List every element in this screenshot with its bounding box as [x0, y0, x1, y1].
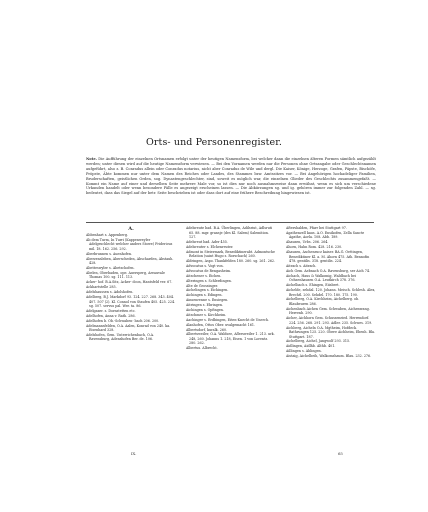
- register-entry: Aftershalden, Pfarr bei Stuttgart 97.: [286, 226, 347, 230]
- register-entry: Ahorn, Hahn Rom. 428. 216. 230.: [286, 245, 343, 250]
- register-entry: Aberzensleben, Aberscheden, Abscharden, Abstauh. 428.: [86, 256, 174, 266]
- register-entry: Adelhofen b. Ob.-Schwaben- bach 206. 200.: [86, 318, 160, 323]
- register-entry: Adelberg, B.J. Markdorf 93. 124. 227. 268. 343. 404. 407. 507 (2). Kl. Connol von Staufen 405. 425. 224. sg. 507. servus pal. Wer. ta. 86.: [86, 295, 176, 309]
- folio-left: IX.: [131, 451, 137, 456]
- note-text: Die Aufführung der einzelnen Ortsnamen erfolgt unter der heutigen Namensform, bei welcher dann die einzelnen älteren Formen sämtlich aufgezählt werden; unter diesen wird auf die heutige Namensform verwiesen. — Bei den Vornamen werden nur die Personen ohne Ortsangabe oder Geschlechtsnamen aufgeführt, also z. B. Conradus allein oder Conradus notarius, nicht aber Conradus de Wile und dergl. Die Kaiser, Könige, Herzoge, Grafen, Päpste, Bischöfe, Pröpste, Äbte kommen nur unter dem Namen des Reiches oder Landes, des Stammes bzw. Amtssitzes vor. — Bei Angehörigen hochadeliger Familien, Bruderschaften, geistlichen Orden, sog. Dynastengeschlechter, sind, soweit es möglich war, die einzelnen Glieder des Geschlechts zusammengefaßt. — Kommt ein Name auf einer und derselben Seite mehrere Male vor, so ist dies nur noch ausnahmsweise dann erwähnt, wenn es sich um verschiedene Urkunden handelt oder wenn besondere Fälle es angezeigt erscheinen lassen. — Die Abkürzungen sg. und ig. gehören immer zur folgenden Zahl. — sg. bedeutet, dass das Siegel auf der betr. Seite beschrieben ist oder dass dort auf eine frühere Beschreibung hingewiesen ist.: [86, 157, 376, 196]
- separator-rule: [86, 222, 374, 223]
- register-entry: Adelgazer. s. Dornstetten etc.: [86, 308, 136, 313]
- note-label: Note.: [86, 157, 97, 161]
- register-entry: Aichenbach Aichen Gem. Schwaben, Aichenwang. Herrenb. 290.: [286, 306, 370, 316]
- register-entry: Ackhartstelle 285.: [86, 285, 117, 290]
- register-entry: Aitschmer s. Kirchheim.: [186, 312, 227, 317]
- register-columns: [86, 226, 376, 436]
- register-entry: Aillingen s. Ahlingen.: [286, 349, 322, 354]
- register-entry: Aitschener s. Eichen.: [186, 273, 222, 278]
- register-entry: Alteringen s. Schlerdingen.: [186, 278, 232, 283]
- editorial-note: [86, 157, 376, 196]
- register-entry: Aberbrunnen s. Auenhofen.: [86, 251, 133, 256]
- register-entry: Admont in Steiermark, Benediktinerabt. Admontsche Relation (saint Hugo s. Rorschach) 260.: [186, 249, 276, 259]
- register-entry: Adelsreut bad. Ader 455.: [186, 239, 228, 244]
- register-column-3: [286, 226, 376, 436]
- register-entry: Ainsenrenne s. Ensiegen.: [186, 298, 229, 303]
- register-entry: Ahausen, Urbs. 206. 264.: [286, 240, 329, 245]
- section-letter: A.: [128, 226, 134, 232]
- register-entry: Abetteswyler s. Abetschofen.: [86, 266, 135, 271]
- register-entry: Aistaig, Aichelbeih, Walkomshaum. Blau. 232. 276.: [286, 354, 372, 359]
- register-entry: Albertsdorf, kuralk. 260.: [186, 327, 228, 332]
- register-entry: Adelshaussen s. Adolshofen.: [86, 290, 134, 295]
- page-title: Orts- und Personenregister.: [146, 137, 282, 148]
- register-entry: Aichelingen s. Eichingen.: [186, 288, 229, 293]
- folio-right: 65: [338, 451, 343, 456]
- register-entry: Adelshofen, Gem. Unterrichenbach, O.A. Ravensburg, Adenshofen Ber. de. 106.: [86, 332, 155, 342]
- register-entry: Adelhofen, Anna v. Rath. 286.: [86, 313, 136, 318]
- register-entry: Aitringen s. Ebringen.: [186, 303, 224, 308]
- register-entry: Adelsreuter s. Elchenreuter.: [186, 244, 234, 249]
- register-entry: Albertsweiler, O.A. Waldsee, Aflersweiler 1. 213. urk. 248, 260. Johanns 1. 218, Eisen. 1 von Lorentz. 280. 262.: [186, 332, 275, 346]
- register-entry: Alte de Grossinger.: [186, 283, 218, 288]
- register-entry: Aachinger s. Erdbingen, Eiten-Knecht de Unerch.: [186, 317, 270, 322]
- register-entry: Aldringen, Aspo. Thankfelden 180. 260. sg. 261. 262.: [186, 259, 276, 264]
- register-entry: Abelen, Oberbaden, ope. Auersperg, Areauvale Thomas 100. sg. 111. 113.: [86, 270, 165, 280]
- register-column-1: [86, 226, 176, 436]
- register-entry: Abbenhart s. Appenberg.: [86, 233, 128, 237]
- register-entry: Aichach, Haus & Walkomig, Waldbach bei Ochsenhausen O.A. Leutkirch 378. 376.: [286, 273, 357, 283]
- register-entry: Aichelbach s. Ehingen, Eiisbert.: [286, 283, 340, 288]
- register-entry: Aicher, Aichhorn Gem. Schussenried. Herrendorf. 224. 256. 268. 291. 293. Adler. 235. Schwes. 319.: [286, 316, 373, 325]
- register-entry: Aichingen s. Opfingen.: [186, 307, 224, 312]
- register-entry: Aichingen s. Edingen.: [186, 293, 223, 298]
- register-column-2: [186, 226, 276, 436]
- register-entry: Aich Gem. Aebnach O.A. Ravensburg, ser Aich 74.: [286, 268, 370, 273]
- register-entry: Acker- hof. B.A.Sitz, Acker- dcon, Hantsfeld ver. 67.: [86, 280, 173, 285]
- register-entry: Agathenzell kaus. A.O. Ensikofen, Zella Sancte Agathe, Aorla. 108. Abb. 189.: [286, 230, 365, 240]
- register-entry: Aichelberg, O.A. Kirchheim, Aichelberg. ob. Blaubeuren 286.: [286, 297, 360, 306]
- register-entry: Advocatus s. Vogt von.: [186, 263, 224, 268]
- register-entry: Alanhofen, Ottos Ober. uvalgemacht 161.: [186, 322, 256, 327]
- register-entry: Aidlingen, Aidlhb. Althb. 401.: [286, 344, 336, 349]
- register-entry: Aichelde, sehdal. 120. Johann. Meisch. Schlesh. Alex, Brechtl. 200. Sehdel. 170. 180. 175. 190.: [286, 288, 376, 297]
- register-entry: Adelsreute bad. B.A. Überlingen, Adilsriut, Adlsruti 65. 88. mgr. gransje (des Kl. Salem) Salemition. 127.: [186, 226, 273, 239]
- register-entry: Ahausen, Aschenrucz kaiser. BA.G. Oettingen, Benediktiner Kl. a. M. Ahorn 475. Ath. Bennofin 478. gentilis. 318. gentilis. 224.: [286, 250, 370, 264]
- register-entry: Adelmannsfelden, O.A. Aalen, Konrad von 240. ka. Eisenhard 328.: [86, 323, 171, 333]
- register-entry: Aitrach s. Aitrach.: [286, 263, 317, 268]
- register-entry: Aichelberg, Aichel, Jangwolf 293. 315.: [286, 339, 351, 344]
- register-entry: Advocatus de Rengasheim.: [186, 268, 232, 273]
- register-entry: Aichberg, Aicheln O.A. Mgtheim, Hofdeck. Bathrungen 125. 220. Obere Aichheim, Ebenh. Bla. Stuttgart. 187.: [286, 325, 376, 339]
- register-entry: Albertus. Albrecht.: [186, 346, 218, 351]
- register-entry: Ab dem Turm, In Turri (Kappenweyler Adelgeschlecht welcher anders Stowe) Fridericus mil. 18. 162. 256. 292.: [86, 237, 173, 251]
